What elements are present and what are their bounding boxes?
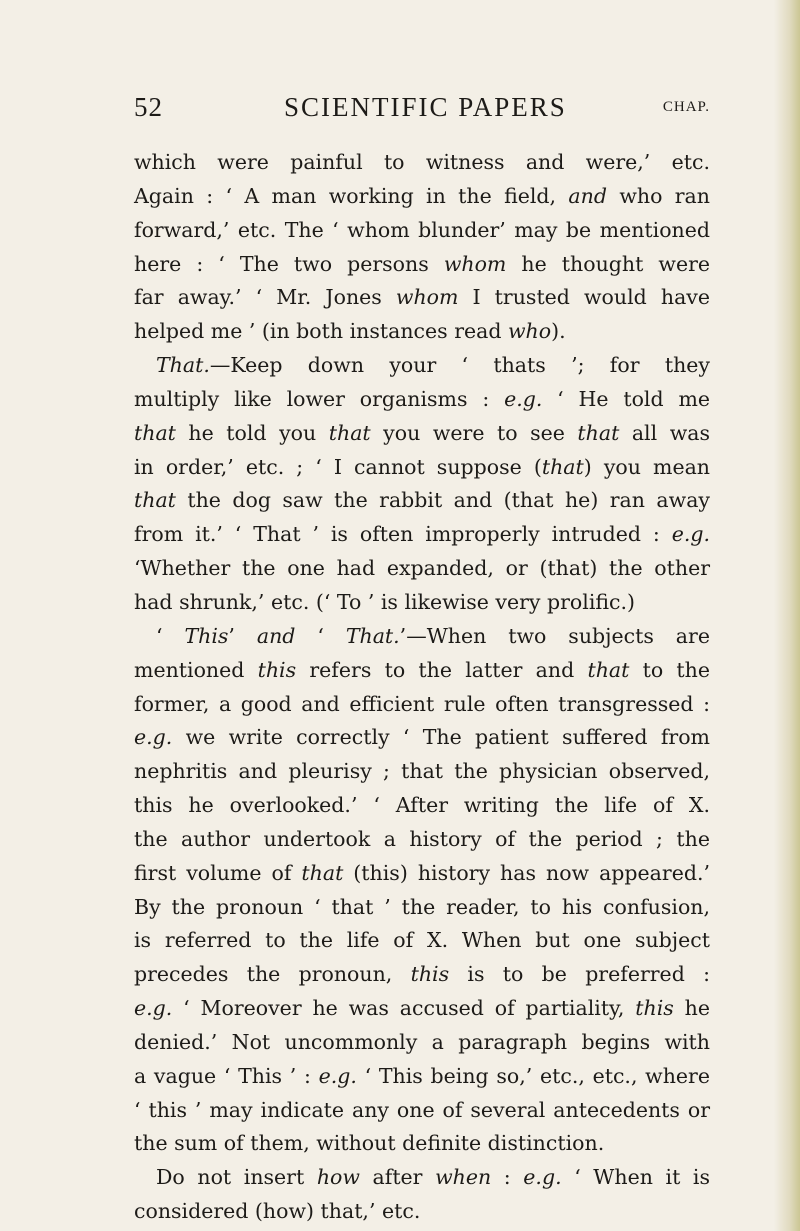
chapter-label: CHAP. bbox=[662, 99, 710, 115]
running-header bbox=[134, 92, 710, 128]
page-edge-shadow bbox=[774, 0, 800, 1231]
text-line: had shrunk,’ etc. (‘ To ’ is likewise very prolific.) bbox=[134, 589, 636, 614]
text-line: first volume of that (this) history has now appeared.’ bbox=[134, 860, 710, 885]
text-line: helped me ’ (in both instances read who). bbox=[134, 319, 566, 344]
body-text bbox=[134, 146, 710, 1229]
text-line: a vague ‘ This ’ : e.g. ‘ This being so,’ etc., etc., where bbox=[134, 1063, 710, 1088]
running-title: SCIENTIFIC PAPERS bbox=[284, 92, 567, 122]
text-line: far away.’ ‘ Mr. Jones whom I trusted would have bbox=[134, 285, 711, 310]
text-line: multiply like lower organisms : e.g. ‘ He told me bbox=[134, 386, 711, 411]
text-line: By the pronoun ‘ that ’ the reader, to his confusion, bbox=[134, 894, 710, 919]
text-line: That.—Keep down your ‘ thats ’; for they bbox=[156, 353, 710, 378]
text-line: denied.’ Not uncommonly a paragraph begins with bbox=[134, 1029, 710, 1054]
text-line: e.g. we write correctly ‘ The patient suffered from bbox=[134, 725, 710, 750]
text-line: ‘ this ’ may indicate any one of several antecedents or bbox=[134, 1097, 710, 1122]
text-line: Do not insert how after when : e.g. ‘ When it is bbox=[156, 1165, 710, 1190]
text-line: nephritis and pleurisy ; that the physician observed, bbox=[134, 759, 710, 784]
text-line: that the dog saw the rabbit and (that he) ran away bbox=[134, 488, 710, 513]
text-line: from it.’ ‘ That ’ is often improperly intruded : e.g. bbox=[134, 522, 710, 547]
text-line: the author undertook a history of the period ; the bbox=[134, 826, 710, 851]
text-line: Again : ‘ A man working in the field, and who ran bbox=[134, 183, 710, 208]
text-line: mentioned this refers to the latter and that to the bbox=[134, 657, 710, 682]
text-line: forward,’ etc. The ‘ whom blunder’ may be mentioned bbox=[134, 217, 710, 242]
text-line: precedes the pronoun, this is to be preferred : bbox=[134, 962, 711, 987]
text-line: in order,’ etc. ; ‘ I cannot suppose (that) you mean bbox=[134, 454, 711, 479]
page-number: 52 bbox=[134, 92, 163, 122]
text-line: ‘ This’ and ‘ That.’—When two subjects are bbox=[156, 623, 710, 648]
text-line: this he overlooked.’ ‘ After writing the life of X. bbox=[134, 793, 710, 818]
text-line: considered (how) that,’ etc. bbox=[134, 1199, 421, 1224]
text-line: here : ‘ The two persons whom he thought were bbox=[134, 251, 711, 276]
text-line: which were painful to witness and were,’ etc. bbox=[134, 150, 710, 174]
text-line: that he told you that you were to see that all was bbox=[134, 420, 710, 445]
text-line: is referred to the life of X. When but one subject bbox=[134, 928, 710, 953]
text-line: ‘Whether the one had expanded, or (that) the other bbox=[134, 556, 710, 581]
text-line: the sum of them, without definite distinction. bbox=[134, 1131, 605, 1156]
text-line: former, a good and efficient rule often transgressed : bbox=[134, 691, 710, 716]
text-line: e.g. ‘ Moreover he was accused of partiality, this he bbox=[134, 996, 710, 1021]
